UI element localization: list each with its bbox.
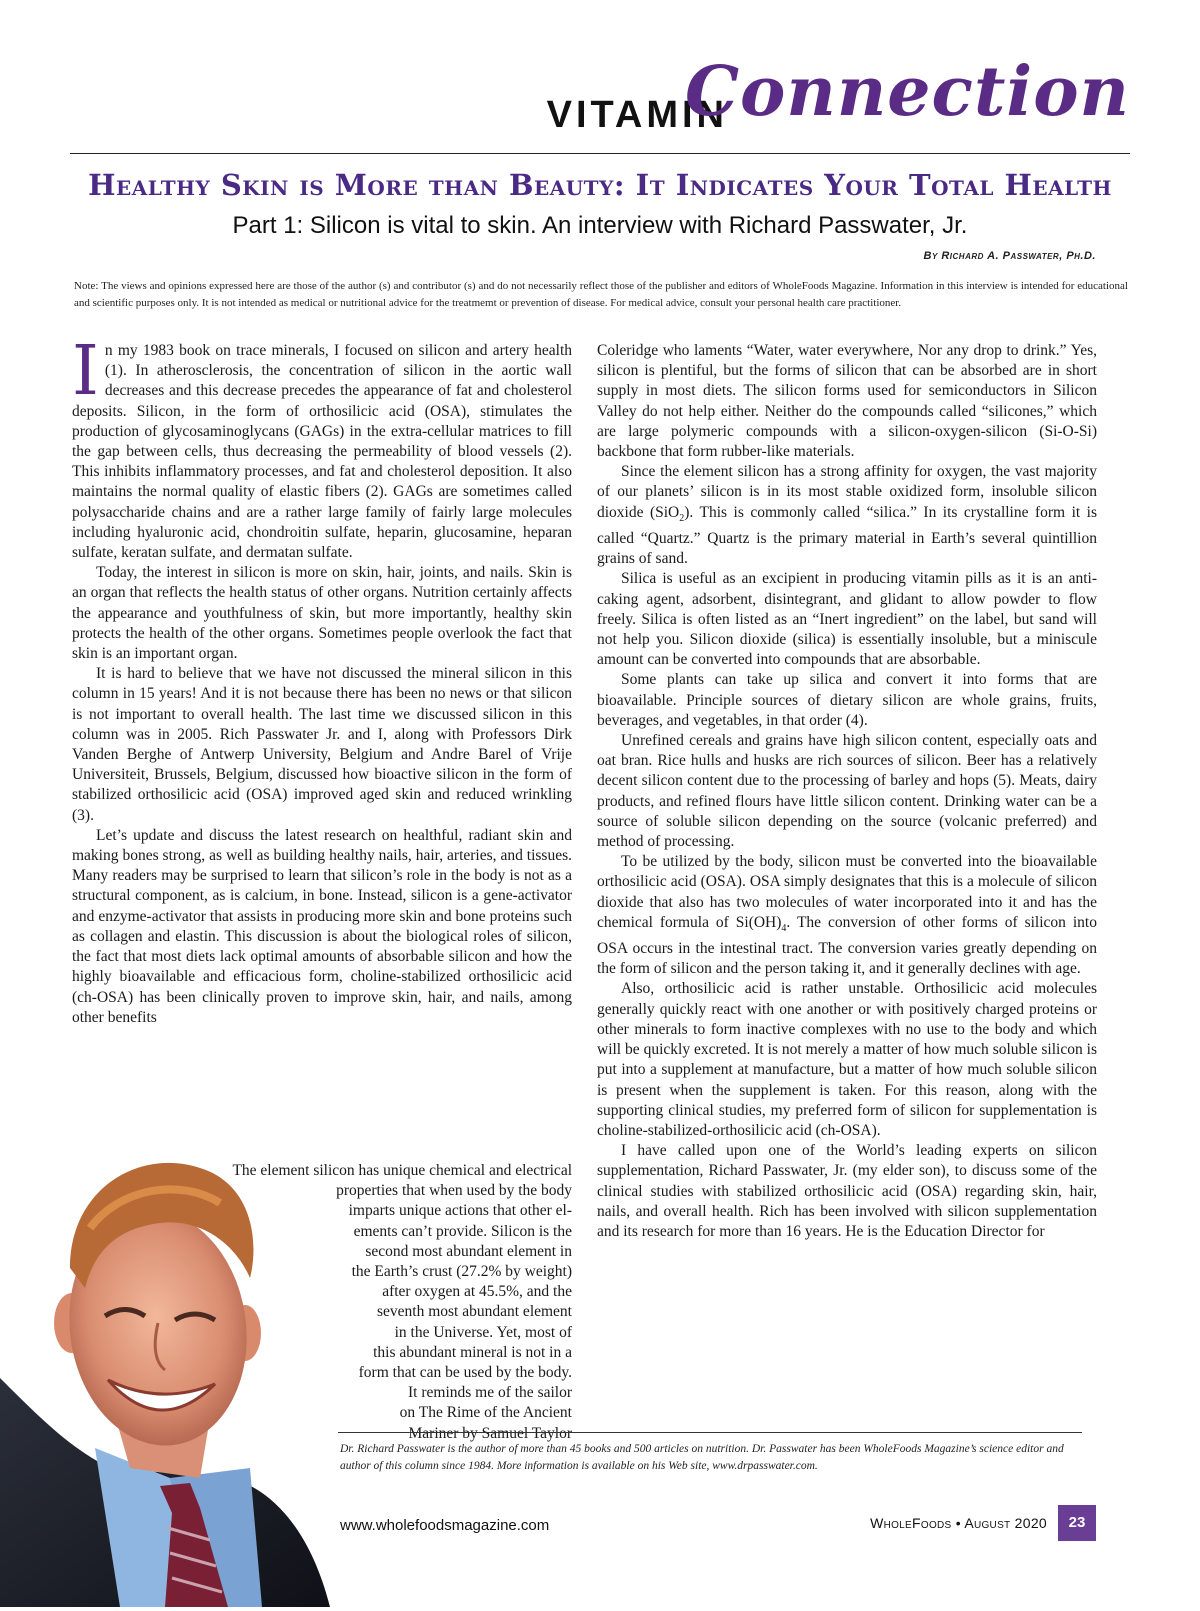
text-line: form that can be used by the body. — [358, 1364, 572, 1382]
paragraph: Since the element silicon has a strong affinity for oxygen, the vast majority of our planets’ silicon is in its most stable oxidized form, insoluble silicon dioxide (SiO$_2$). This is commonly called “silica.” In its crystalline form it is called “Quartz.” Quartz is the primary material in Earth’s several quintillion grains of sand. — [597, 463, 1097, 568]
paragraph: To be utilized by the body, silicon must be converted into the bioavailable orthosilicic acid (OSA). OSA simply designates that this is a molecule of silicon dioxide that also has two molecules of water incorporated into it and has the chemical formula of $Si(OH)_4$. The conversion of other forms of silicon into OSA occurs in the intestinal tract. The conversion varies greatly depending on the form of silicon and the person taking it, and it generally declines with age. — [597, 853, 1097, 978]
text-line: Mariner by Samuel Taylor — [408, 1424, 572, 1442]
wrapped-paragraph — [230, 1161, 572, 1444]
author-bio: Dr. Richard Passwater is the author of more than 45 books and 500 articles on nutrition. Dr. Passwater has been WholeFoods Magazine’s science editor and author of this column since 1984. More information is available on his Web site, www.drpasswater.com. — [340, 1443, 1064, 1472]
paragraph: It is hard to believe that we have not discussed the mineral silicon in this column in 15 years! And it is not because there has been no news or that silicon is not important to overall health. The last time we discussed silicon in this column was in 2005. Rich Passwater Jr. and I, along with Professors Dirk Vanden Berghe of Antwerp University, Belgium and Andre Barel of Vrije Universiteit, Brussels, Belgium, discussed how bioactive silicon in the form of stabilized orthosilicic acid (OSA) improved aged skin and reduced wrinkling (3). — [72, 665, 572, 824]
text-line: seventh most abundant element — [377, 1303, 572, 1321]
paragraph: Silica is useful as an excipient in producing vitamin pills as it is an anti-caking agent, adsorbent, disintegrant, and glidant to allow powder to flow freely. Silica is often listed as an “Inert ingredient” on the label, but sand will not help you. Silicon dioxide (silica) is essentially insoluble, but a miniscule amount can be converted into compounds that are absorbable. — [597, 570, 1097, 669]
paragraph: Coleridge who laments “Water, water everywhere, Nor any drop to drink.” Yes, silicon is plentiful, but the forms of silicon that can be absorbed are in short supply in most diets. The silicon forms used for semiconductors in Silicon Valley do not help either. Neither do the compounds called “silicones,” which are large polymeric compounds with a silicon-oxygen-silicon (Si-O-Si) backbone that form rubber-like materials. — [597, 342, 1097, 461]
text-line: after oxygen at 45.5%, and the — [382, 1283, 572, 1301]
left-column — [72, 332, 572, 1028]
text-line: imparts unique actions that other el- — [348, 1202, 572, 1220]
footer-publication: WholeFoods • August 2020 — [870, 1515, 1047, 1531]
paragraph: Unrefined cereals and grains have high silicon content, especially oats and oat bran. Rice hulls and husks are rich sources of silicon. Beer has a relatively decent silicon content due to the processing of barley and hops (5). Meats, dairy products, and refined flours have little silicon content. Drinking water can be a source of soluble silicon depending on the source (volcanic preferred) and method of processing. — [597, 731, 1097, 850]
column-title-script: Connection — [684, 52, 1130, 132]
text-line: this abundant mineral is not in a — [373, 1343, 572, 1361]
paragraph: In my 1983 book on trace minerals, I focused on silicon and artery health (1). In atherosclerosis, the concentration of silicon in the aortic wall decreases and this decrease precedes the appearance of fat and cholesterol deposits. Silicon, in the form of orthosilicic acid (OSA), stimulates the production of glycosaminoglycans (GAGs) in the extra-cellular matrices to fill the gap between cells, thus decreasing the permeability of blood vessels (2). This inhibits inflammatory processes, and fat and cholesterol deposition. It also maintains the normal quality of elastic fibers (2). GAGs are sometimes called polysaccharide chains and are a rather large family of fairly large molecules including hyaluronic acid, chondroitin sulfate, heparin, glucosamine, heparan sulfate, keratan sulfate, and dermatan sulfate. — [72, 332, 572, 562]
headline: Healthy Skin is More than Beauty: It Indicates Your Total Health — [88, 168, 1112, 202]
text-line: ements can’t provide. Silicon is the — [353, 1222, 572, 1240]
disclaimer-note: Note: The views and opinions expressed here are those of the author (s) and contributor (s) and do not necessarily reflect those of the publisher and editors of WholeFoods Magazine. Information in this interview is intended for educational and scientific purposes only. It is not intended as medical or nutritional advice for the treatmemt or prevention of disease. For medical advice, consult your personal health care practitioner. — [74, 280, 1128, 309]
bio-rule — [338, 1432, 1082, 1433]
text-line: second most abundant element in — [365, 1242, 572, 1260]
header-rule — [70, 153, 1130, 154]
paragraph: Let’s update and discuss the latest research on healthful, radiant skin and making bones strong, as well as building healthy nails, hair, arteries, and tissues. Many readers may be surprised to learn that silicon’s role in the body is not as a structural component, as is calcium, in bone. Instead, silicon is a gene-activator and enzyme-activator that assists in producing more skin and bone proteins such as collagen and elastin. This discussion is about the biological roles of silicon, the fact that most diets lack optimal amounts of absorbable silicon and how the highly bioavailable and efficacious form, choline-stabilized orthosilicic acid (ch-OSA) has been clinically proven to improve skin, hair, and nails, among other benefits — [72, 826, 572, 1026]
text-line: The element silicon has unique chemical and electrical — [232, 1162, 572, 1179]
footer-url[interactable]: www.wholefoodsmagazine.com — [340, 1517, 550, 1534]
paragraph: Also, orthosilicic acid is rather unstable. Orthosilicic acid molecules generally quickly react with one another or with positively charged proteins or other minerals to form inactive complexes with no use to the body and which will be quickly excreted. It is not merely a matter of how much soluble silicon is put into a supplement at manufacture, but a matter of how much soluble silicon is present when the supplement is taken. For this reason, along with the supporting clinical studies, my preferred form of silicon for supplementation is choline-stabilized-orthosilicic acid (ch-OSA). — [597, 980, 1097, 1139]
paragraph: Some plants can take up silica and convert it into forms that are bioavailable. Principle sources of dietary silicon are whole grains, fruits, beverages, and vegetables, in that order (4). — [597, 671, 1097, 729]
paragraph: I have called upon one of the World’s leading experts on silicon supplementation, Richard Passwater, Jr. (my elder son), to discuss some of the clinical studies with stabilized orthosilicic acid (OSA) regarding skin, hair, nails, and overall health. Rich has been involved with silicon supplementation and its research for more than 16 years. He is the Education Director for — [597, 1142, 1097, 1240]
text-line: It reminds me of the sailor — [408, 1384, 572, 1402]
right-column — [597, 341, 1097, 1242]
drop-cap: I — [72, 332, 99, 411]
text-line: the Earth’s crust (27.2% by weight) — [351, 1263, 572, 1281]
paragraph: Today, the interest in silicon is more on skin, hair, joints, and nails. Skin is an organ that reflects the health status of other organs. Nutrition certainly affects the appearance and youthfulness of skin, but more importantly, healthy skin protects the health of the other organs. Sometimes people overlook the fact that skin is an important organ. — [72, 564, 572, 663]
text-line: on The Rime of the Ancient — [399, 1404, 572, 1422]
subheadline: Part 1: Silicon is vital to skin. An interview with Richard Passwater, Jr. — [232, 212, 968, 239]
page-number: 23 — [1058, 1505, 1096, 1541]
text-line: properties that when used by the body — [336, 1182, 572, 1200]
byline: By Richard A. Passwater, Ph.D. — [923, 250, 1096, 262]
column-title-word: VITAMIN — [546, 94, 728, 136]
text-line: in the Universe. Yet, most of — [394, 1323, 572, 1341]
